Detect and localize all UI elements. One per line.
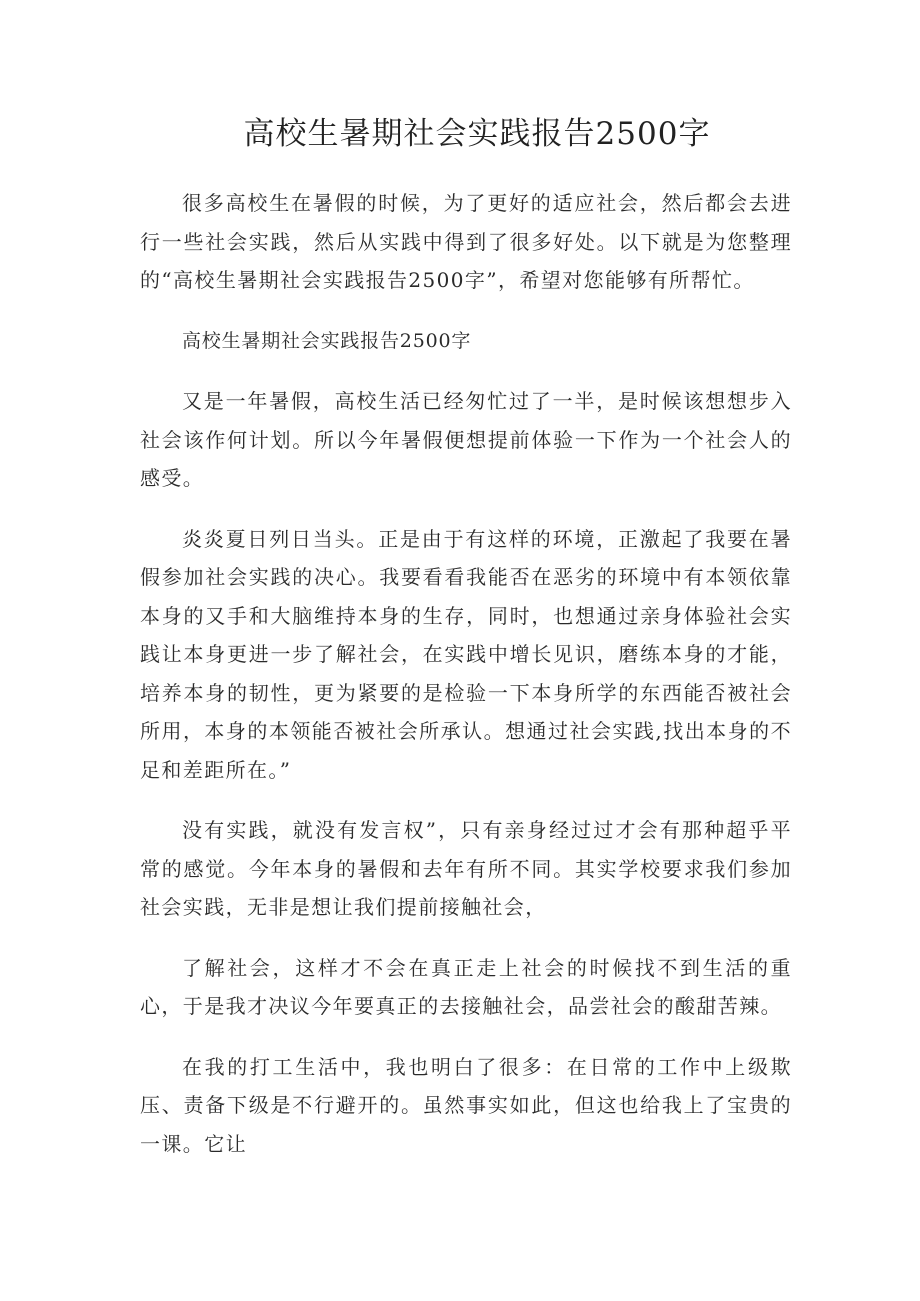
section-heading: 高校生暑期社会实践报告2500字 <box>182 329 472 352</box>
body-paragraph-1: 又是一年暑假，高校生活已经匆忙过了一半，是时候该想想步入社会该作何计划。所以今年暑假便想提前体验一下作为一个社会人的感受。 <box>140 389 792 490</box>
body-paragraph-2: 炎炎夏日列日当头。正是由于有这样的环境，正激起了我要在暑假参加社会实践的决心。我要看看我能否在恶劣的环境中有本领依靠本身的又手和大脑维持本身的生存，同时，也想通过亲身体验社会实践让本身更进一步了解社会，在实践中增长见识，磨练本身的才能，培养本身的韧性，更为紧要的是检验一下本身所学的东西能否被社会所用，本身的本领能否被社会所承认。想通过社会实践,找出本身的不足和差距所在。” <box>140 526 792 782</box>
intro-paragraph: 很多高校生在暑假的时候，为了更好的适应社会，然后都会去进行一些社会实践，然后从实践中得到了很多好处。以下就是为您整理的“高校生暑期社会实践报告2500字”，希望对您能够有所帮忙。 <box>140 191 792 292</box>
body-paragraph-3: 没有实践，就没有发言权”，只有亲身经过过才会有那种超乎平常的感觉。今年本身的暑假和去年有所不同。其实学校要求我们参加社会实践，无非是想让我们提前接触社会， <box>140 818 792 919</box>
document-title: 高校生暑期社会实践报告2500字 <box>243 116 711 152</box>
body-paragraph-4: 了解社会，这样才不会在真正走上社会的时候找不到生活的重心，于是我才决议今年要真正的去接触社会，品尝社会的酸甜苦辣。 <box>140 955 792 1018</box>
body-paragraph-5: 在我的打工生活中，我也明白了很多：在日常的工作中上级欺压、责备下级是不行避开的。虽然事实如此，但这也给我上了宝贵的一课。它让 <box>140 1054 792 1156</box>
